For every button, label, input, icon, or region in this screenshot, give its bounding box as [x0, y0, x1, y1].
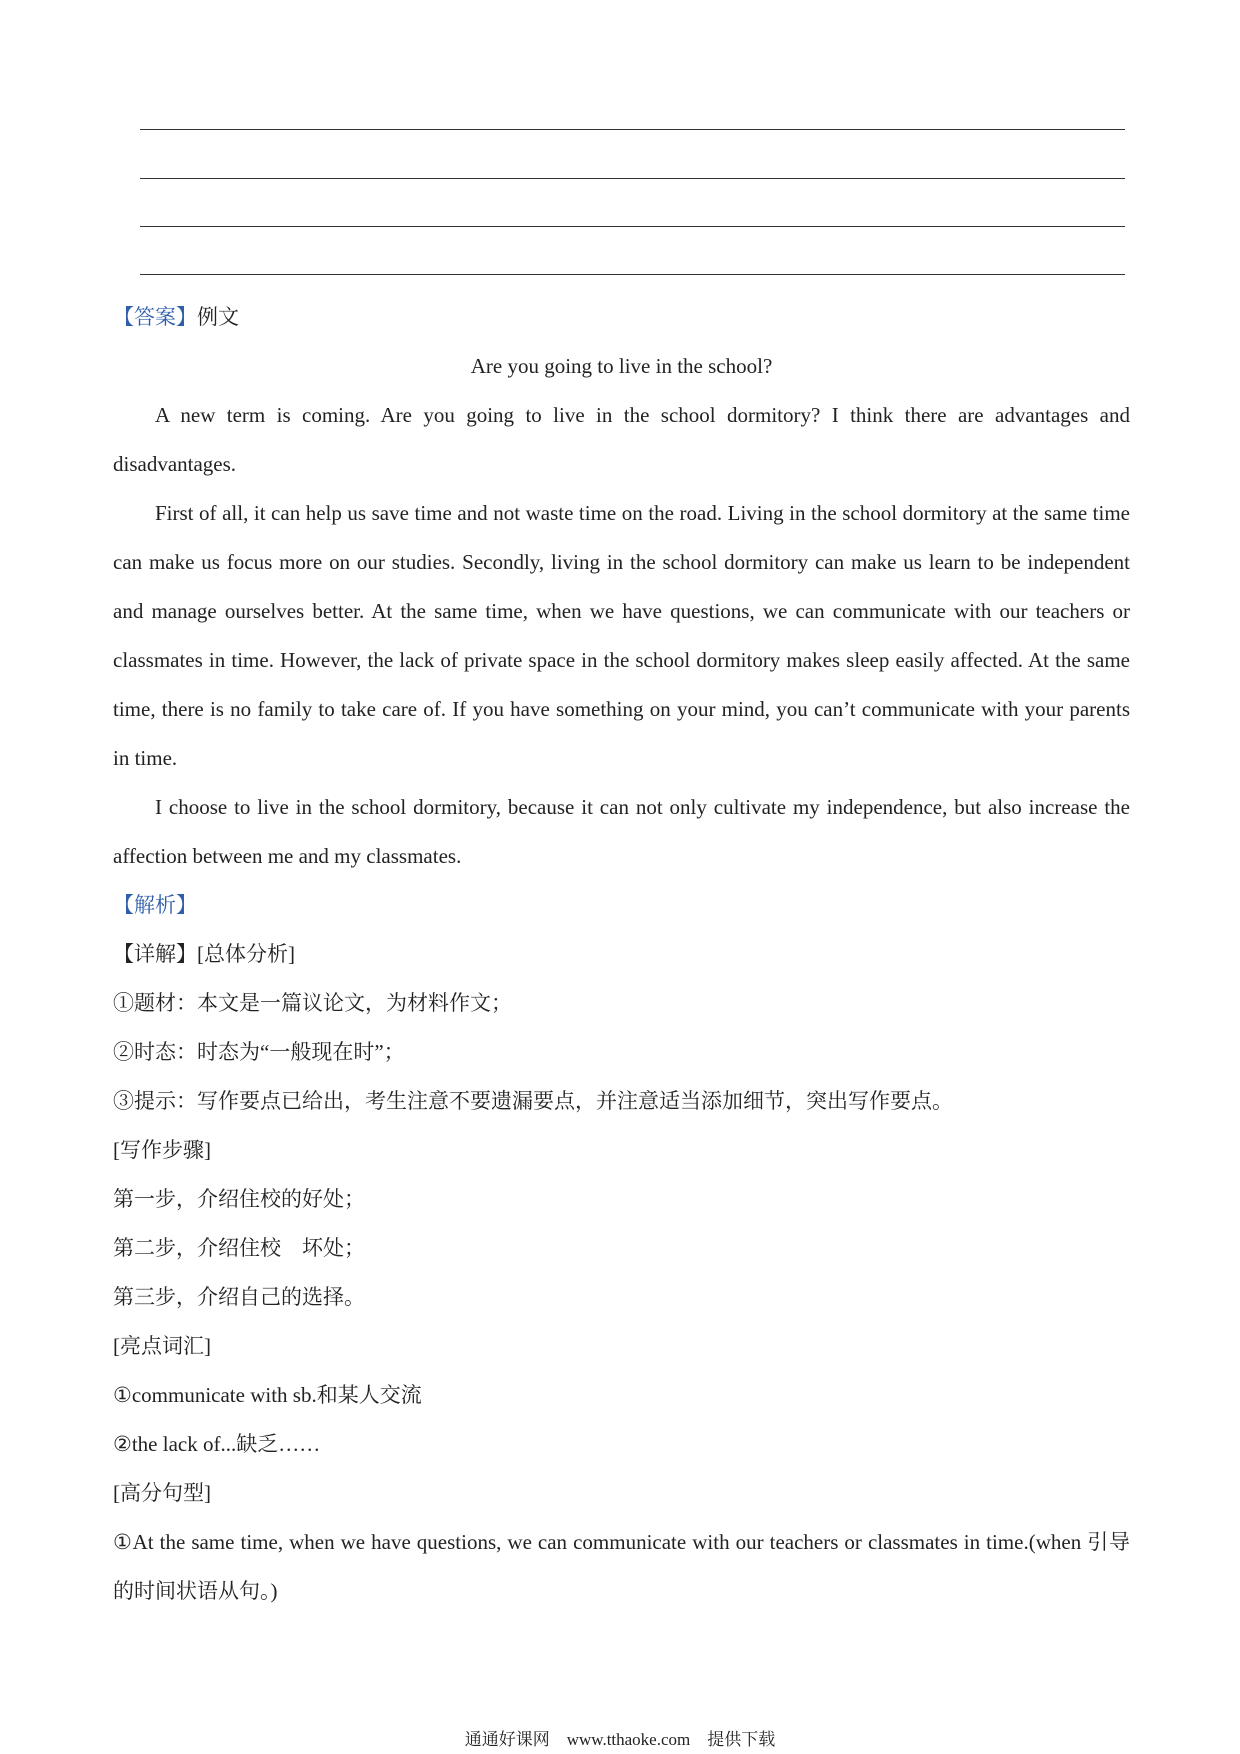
- writing-line: [140, 178, 1125, 179]
- writing-line: [140, 226, 1125, 227]
- essay-paragraph: I choose to live in the school dormitory, because it can not only cultivate my independence, but also increase the affection between me and my classmates.: [113, 795, 1130, 868]
- page-footer: 通通好课网 www.tthaoke.com 提供下载: [464, 1730, 776, 1749]
- vocab-heading: [亮点词汇]: [113, 1334, 211, 1358]
- sentence-heading: [高分句型]: [113, 1481, 211, 1505]
- vocab-item: ①communicate with sb.和某人交流: [113, 1383, 422, 1407]
- step-item: 第二步，介绍住校 坏处；: [113, 1236, 365, 1260]
- detail-heading: 【详解】[总体分析]: [113, 942, 295, 966]
- vocab-item: ②the lack of...缺乏……: [113, 1432, 321, 1456]
- steps-heading: [写作步骤]: [113, 1138, 211, 1162]
- overall-item: ②时态：时态为“一般现在时”；: [113, 1040, 405, 1064]
- writing-line: [140, 274, 1125, 275]
- sentence-item: ①At the same time, when we have questions, we can communicate with our teachers or classmates in time.(when 引导的时间状语从句。): [113, 1530, 1130, 1603]
- essay-paragraph: A new term is coming. Are you going to live in the school dormitory? I think there are advantages and disadvantages.: [113, 403, 1130, 476]
- document-content: [113, 293, 1130, 1616]
- overall-item: ①题材：本文是一篇议论文，为材料作文；: [113, 991, 512, 1015]
- overall-item: ③提示：写作要点已给出，考生注意不要遗漏要点，并注意适当添加细节，突出写作要点。: [113, 1089, 953, 1113]
- example-label: 例文: [197, 305, 239, 329]
- step-item: 第三步，介绍自己的选择。: [113, 1285, 365, 1309]
- essay-paragraph: First of all, it can help us save time and not waste time on the road. Living in the school dormitory at the same time can make us focus more on our studies. Secondly, living in the school dormitory can make us learn to be independent and manage ourselves better. At the same time, when we have questions, we can communicate with our teachers or classmates in time. However, the lack of private space in the school dormitory makes sleep easily affected. At the same time, there is no family to take care of. If you have something on your mind, you can’t communicate with your parents in time.: [113, 501, 1130, 770]
- step-item: 第一步，介绍住校的好处；: [113, 1187, 365, 1211]
- answer-heading: [113, 293, 1130, 342]
- analysis-label: 【解析】: [113, 893, 197, 917]
- essay-title: Are you going to live in the school?: [470, 354, 773, 378]
- writing-line: [140, 129, 1125, 130]
- answer-label: 【答案】: [113, 305, 197, 329]
